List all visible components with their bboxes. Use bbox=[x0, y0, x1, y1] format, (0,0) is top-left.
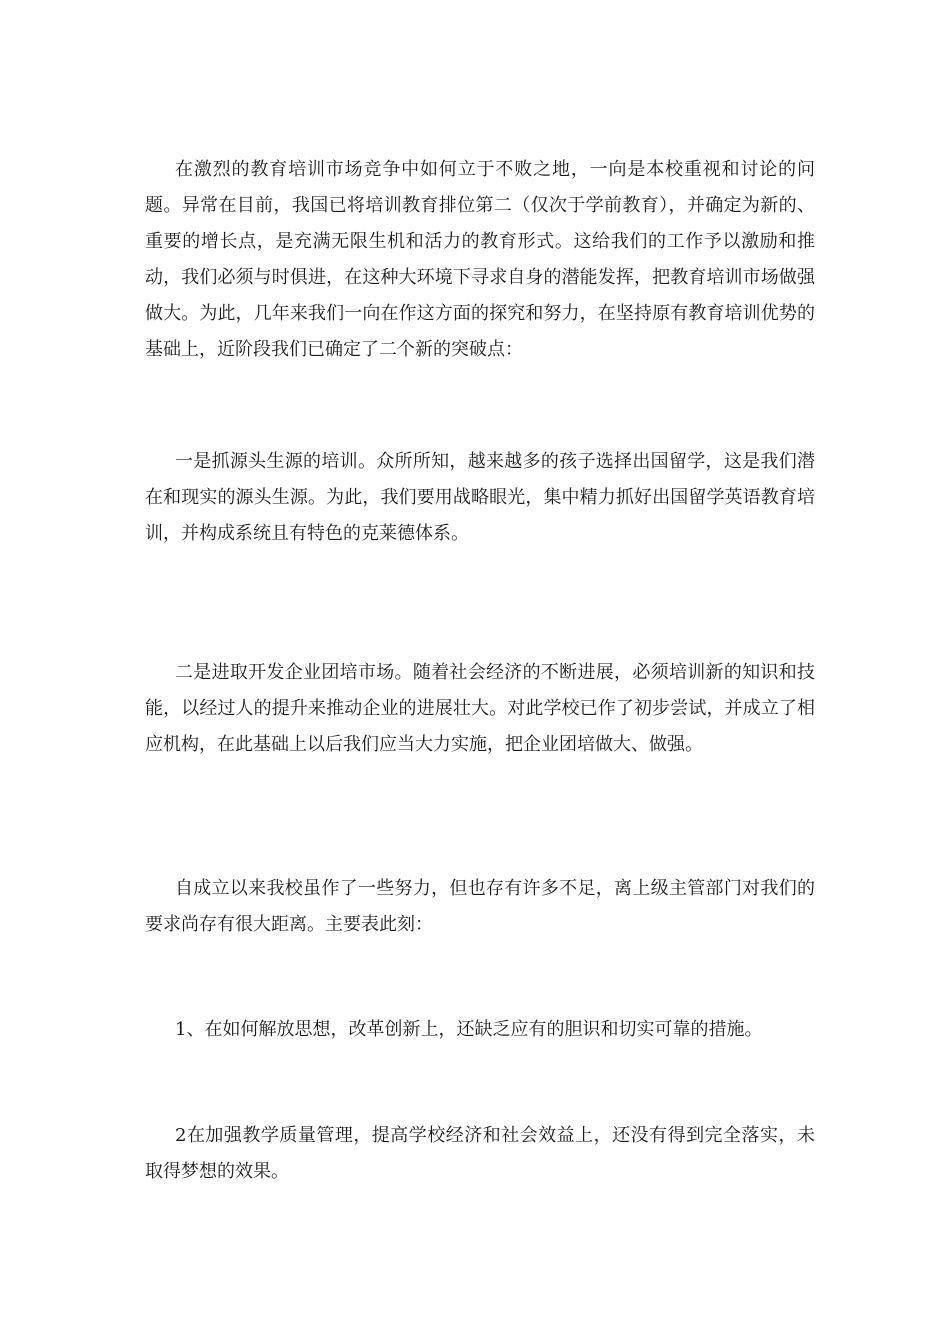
paragraph-competition-intro: 在激烈的教育培训市场竞争中如何立于不败之地，一向是本校重视和讨论的问题。异常在目前，我国已将培训教育排位第二（仅次于学前教育），并确定为新的、重要的增长点，是充满无限生机和活力的教育形式。这给我们的工作予以激励和推动，我们必须与时俱进，在这种大环境下寻求自身的潜能发挥，把教育培训市场做强做大。为此，几年来我们一向在作这方面的探究和努力，在坚持原有教育培训优势的基础上，近阶段我们已确定了二个新的突破点： bbox=[145, 159, 815, 360]
paragraph-shortcoming-2: 2在加强教学质量管理，提高学校经济和社会效益上，还没有得到完全落实，未取得梦想的效果。 bbox=[145, 1125, 815, 1182]
paragraph-enterprise-training: 二是进取开发企业团培市场。随着社会经济的不断进展，必须培训新的知识和技能，以经过人的提升来推动企业的进展壮大。对此学校已作了初步尝试，并成立了相应机构，在此基础上以后我们应当大力实施，把企业团培做大、做强。 bbox=[145, 662, 815, 755]
paragraph-source-training: 一是抓源头生源的培训。众所所知，越来越多的孩子选择出国留学，这是我们潜在和现实的源头生源。为此，我们要用战略眼光，集中精力抓好出国留学英语教育培训，并构成系统且有特色的克莱德体系。 bbox=[145, 451, 815, 544]
paragraph-shortcoming-1: 1、在如何解放思想，改革创新上，还缺乏应有的胆识和切实可靠的措施。 bbox=[175, 1019, 763, 1040]
paragraph-shortcomings-intro: 自成立以来我校虽作了一些努力，但也存有许多不足，离上级主管部门对我们的要求尚存有很大距离。主要表此刻： bbox=[145, 878, 815, 935]
